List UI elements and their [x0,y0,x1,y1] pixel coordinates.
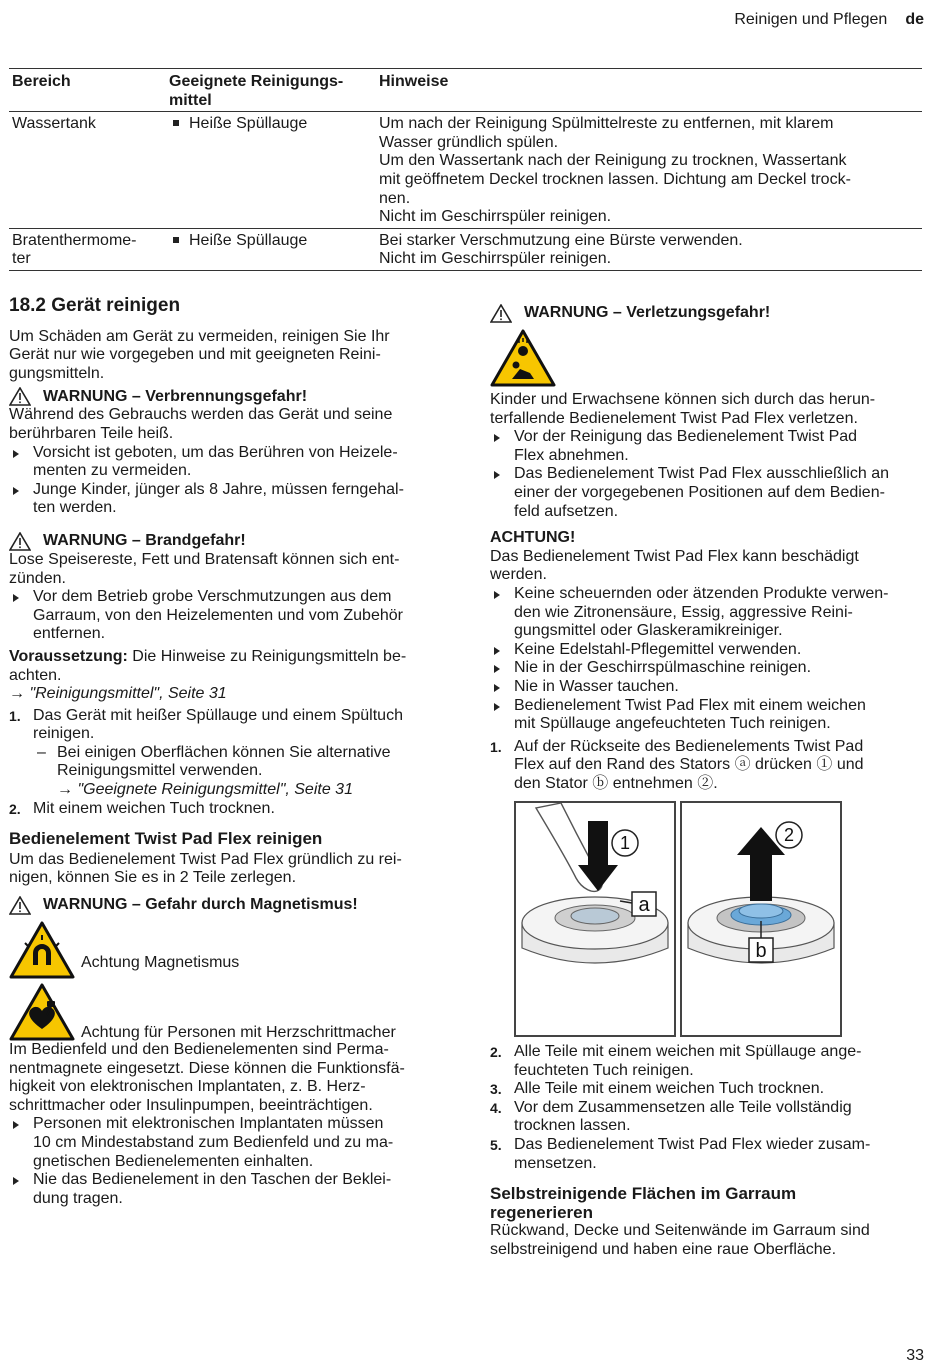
page-number: 33 [906,1347,924,1364]
bullet-square-icon [173,120,179,126]
header-lang: de [905,11,924,28]
list-item: Nie das Bedienelement in den Taschen der Beklei- dung tragen. [9,1171,449,1208]
intro-text: Um Schäden am Gerät zu vermeiden, reinigen Sie Ihr Gerät nur wie vorgegeben und mit geeigneten Reini- gungsmitteln. [9,327,390,382]
warning-magnetism: WARNUNG – Gefahr durch Magnetismus! [9,896,449,915]
page-header [734,11,924,29]
cell-notes: Um nach der Reinigung Spülmittelreste zu entfernen, mit klarem Wasser gründlich spülen. Um den Wassertank nach der Reinigung zu trocknen, Wassertank mit geöffnetem Deckel trocknen lassen. Dichtung am Deckel trock- nen. Nicht im Geschirrspüler reinigen. [379,115,851,226]
attention-text: Das Bedienelement Twist Pad Flex kann beschädigt werden. [490,547,859,584]
subsection-title: Selbstreinigende Flächen im Garraum regenerieren [490,1184,797,1222]
section-title: 18.2 Gerät reinigen [9,295,181,316]
step-2: 2. Alle Teile mit einem weichen mit Spüllauge ange- feuchteten Tuch reinigen. [490,1043,862,1079]
magnet-warning-icon [9,921,75,979]
table-row [9,112,922,229]
list-item: Nie in der Geschirrspülmaschine reinigen. [490,659,930,678]
list-item: Keine Edelstahl-Pflegemittel verwenden. [490,641,930,660]
warning-burn-text: Während des Gebrauchs werden das Gerät und seine berührbaren Teile heiß. [9,406,393,442]
bullet-square-icon [173,237,179,243]
table-header-row [9,69,922,112]
step-1: 1. Auf der Rückseite des Bedienelements Twist Pad Flex auf den Rand des Stators ⓐ drücken ① und den Stator ⓑ entnehmen ②. [490,737,864,792]
cleaning-table [9,68,922,271]
left-column [9,297,449,1208]
step-4: 4. Vor dem Zusammensetzen alle Teile vollständig trocknen lassen. [490,1098,852,1135]
magnetism-text: Im Bedienfeld und den Bedienelementen sind Perma- nentmagnete eingesetzt. Diese können die Funktionsfä- higkeit von elektronischen Implantaten, z. B. Herz- schrittmacher oder Insulinpumpen, beeinträchtigen. [9,1041,405,1114]
list-item: Vor dem Betrieb grobe Verschmutzungen aus dem Garraum, von den Heizelementen und vom Zubehör entfernen. [9,588,449,644]
prerequisite-link[interactable]: → "Reinigungsmittel", Seite 31 [9,685,227,703]
attention-title: ACHTUNG! [490,529,576,547]
figure-callout-2: 2 [783,825,795,845]
figure-press-stator [514,801,676,1037]
warning-triangle-icon [9,387,31,406]
header-section: Reinigen und Pflegen [734,11,888,28]
step-1: 1. Das Gerät mit heißer Spüllauge und einem Spültuch reinigen. [9,706,403,743]
prerequisite: Voraussetzung: Die Hinweise zu Reinigungsmitteln be- achten. → "Reinigungsmittel", Seite 31 [9,648,449,704]
warning-burn: WARNUNG – Verbrennungsgefahr! [9,387,449,406]
warning-fire-text: Lose Speisereste, Fett und Bratensaft können sich ent- zünden. [9,550,400,587]
list-item: Vorsicht ist geboten, um das Berühren von Heizele- menten zu vermeiden. [9,444,449,481]
figure-remove-stator [680,801,842,1037]
warning-fire: WARNUNG – Brandgefahr! [9,532,449,551]
warning-triangle-icon [9,532,31,551]
subsection-title: Bedienelement Twist Pad Flex reinigen [9,829,323,849]
cell-notes: Bei starker Verschmutzung eine Bürste verwenden. Nicht im Geschirrspüler reinigen. [379,231,743,268]
figure-callout-b: b [755,940,767,962]
list-item: Das Bedienelement Twist Pad Flex ausschließlich an einer der vorgegebenen Positionen auf dem Bedien- feld aufsetzen. [490,465,930,521]
cell-area: Bratenthermome- ter [12,231,137,268]
right-column [490,304,930,793]
warning-injury: WARNUNG – Verletzungsgefahr! [490,304,930,323]
subsection-text: Rückwand, Decke und Seitenwände im Garraum sind selbstreinigend und haben eine raue Oberfläche. [490,1222,870,1258]
right-column-lower [490,1043,930,1260]
th-notes: Hinweise [379,73,449,90]
warning-triangle-icon [9,896,31,915]
sign-magnetism: Achtung Magnetismus [9,921,449,979]
table-row [9,229,922,271]
injury-text: Kinder und Erwachsene können sich durch das herun- terfallende Bedienelement Twist Pad Flex verletzen. [490,391,876,427]
pacemaker-warning-icon [9,983,75,1041]
twist-pad-press-illustration [516,803,674,1035]
step-3: 3. Alle Teile mit einem weichen Tuch trocknen. [490,1080,825,1098]
list-item: Keine scheuernden oder ätzenden Produkte verwen- den wie Zitronensäure, Essig, aggressive Reini- gungsmittel oder Glaskeramikreiniger. [490,585,930,641]
cell-agent: Heiße Spüllauge [169,115,379,227]
subsection-intro: Um das Bedienelement Twist Pad Flex gründlich zu rei- nigen, können Sie es in 2 Teile zerlegen. [9,850,402,887]
step-1-sub: – Bei einigen Oberflächen können Sie alternative Reinigungsmittel verwenden. [9,744,449,781]
sign-pacemaker: Achtung für Personen mit Herzschrittmacher [9,983,449,1041]
step-2: 2. Mit einem weichen Tuch trocknen. [9,799,275,817]
figure-callout-1: 1 [619,833,631,853]
list-item: Junge Kinder, jünger als 8 Jahre, müssen ferngehal- ten werden. [9,481,449,518]
warning-triangle-icon [490,304,512,323]
list-item: Nie in Wasser tauchen. [490,678,930,697]
step-5: 5. Das Bedienelement Twist Pad Flex wieder zusam- mensetzen. [490,1135,871,1172]
list-item: Vor der Reinigung das Bedienelement Twist Pad Flex abnehmen. [490,428,930,465]
twist-pad-remove-illustration [682,803,840,1035]
cell-agent: Heiße Spüllauge [169,232,379,269]
cell-area: Wassertank [12,115,96,133]
list-item: Bedienelement Twist Pad Flex mit einem weichen mit Spüllauge angefeuchteten Tuch reinigen. [490,697,930,734]
step-1-link[interactable]: → "Geeignete Reinigungsmittel", Seite 31 [57,781,353,799]
falling-object-warning-icon [490,329,556,387]
list-item: Personen mit elektronischen Implantaten müssen 10 cm Mindestabstand zum Bedienfeld und zu ma- gnetischen Bedienelementen einhalten. [9,1115,449,1171]
figure-callout-a: a [638,894,650,916]
th-agent: Geeignete Reinigungs- mittel [169,73,344,109]
th-area: Bereich [12,73,71,90]
